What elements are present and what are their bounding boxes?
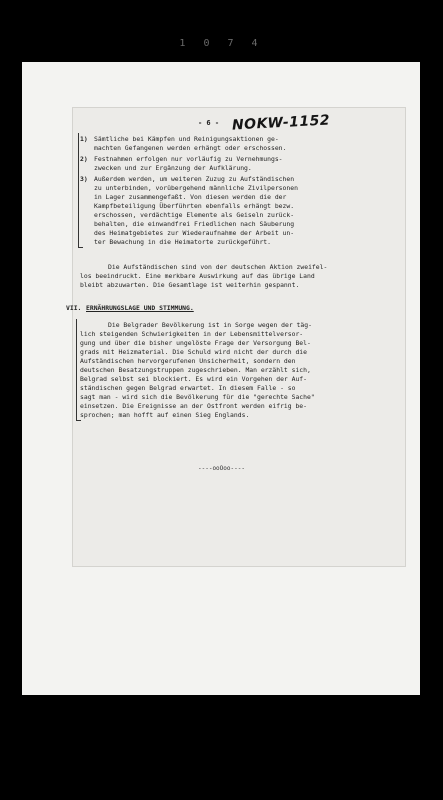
item-line: des Heimatgebietes zur Wiederaufnahme der Arbeit un- <box>94 229 295 237</box>
item-line: Kampfbeteiligung Überführten ebenfalls erhängt bezw. <box>94 202 295 210</box>
item-line: Sämtliche bei Kämpfen und Reinigungsaktionen ge- <box>94 135 279 143</box>
handwritten-document-mark: NOKW-1152 <box>231 112 331 134</box>
item-line: Festnahmen erfolgen nur vorläufig zu Vernehmungs- <box>94 155 283 163</box>
item-line: zu unterbinden, vorübergehend männliche Zivilpersonen <box>94 184 298 192</box>
paragraph-line: deutschen Besatzungstruppen zugeschrieben. Man erzählt sich, <box>80 366 311 374</box>
paragraph-line: einsetzen. Die Ereignisse an der Ostfront werden eifrig be- <box>80 402 308 410</box>
item-line: in Lager zusammengefaßt. Von diesen werden die der <box>94 193 287 201</box>
separator: ----ooOoo---- <box>198 465 245 472</box>
paragraph-line: gung und über die bisher ungelöste Frage der Versorgung Bel- <box>80 339 311 347</box>
paragraph-line: los beeindruckt. Eine merkbare Auswirkung auf das übrige Land <box>80 272 315 280</box>
item-line: erschossen, verdächtige Elemente als Geiseln zurück- <box>94 211 295 219</box>
paragraph-line: bleibt abzuwarten. Die Gesamtlage ist weiterhin gespannt. <box>80 281 300 289</box>
item-line: Außerdem werden, um weiteren Zuzug zu Aufständischen <box>94 175 295 183</box>
paragraph-line: Die Belgrader Bevölkerung ist in Sorge wegen der täg- <box>108 321 312 329</box>
film-sheet <box>22 62 420 695</box>
pencil-bracket <box>76 319 81 421</box>
paragraph-line: ständischen gegen Belgrad erwartet. In diesem Falle - so <box>80 384 296 392</box>
frame-number: 1 0 7 4 <box>179 38 264 49</box>
item-number: 3) <box>80 175 88 183</box>
item-number: 1) <box>80 135 88 143</box>
pencil-bracket <box>78 133 83 248</box>
section-heading: ERNÄHRUNGSLAGE UND STIMMUNG. <box>86 304 194 312</box>
paragraph-line: Belgrad selbst sei blockiert. Es wird ein Vorgehen der Auf- <box>80 375 308 383</box>
item-line: behalten, die einwandfrei Friedlichen nach Säuberung <box>94 220 295 228</box>
section-number: VII. <box>66 304 82 312</box>
item-line: zwecken und zur Ergänzung der Aufklärung. <box>94 164 252 172</box>
document-page <box>66 107 406 567</box>
paragraph-line: Die Aufständischen sind von der deutschen Aktion zweifel- <box>108 263 328 271</box>
item-number: 2) <box>80 155 88 163</box>
item-line: machten Gefangenen werden erhängt oder erschossen. <box>94 144 287 152</box>
paragraph-line: sprochen; man hofft auf einen Sieg Englands. <box>80 411 250 419</box>
paragraph-line: sagt man - wird sich die Bevölkerung für die "gerechte Sache" <box>80 393 315 401</box>
paragraph-line: Aufständischen hervorgerufenen Unsicherheit, sondern den <box>80 357 296 365</box>
typed-text <box>66 107 406 567</box>
paragraph-line: grads mit Heizmaterial. Die Schuld wird nicht der durch die <box>80 348 308 356</box>
paragraph-line: lich steigenden Schwierigkeiten in der Lebensmittelversor- <box>80 330 304 338</box>
page-number: - 6 - <box>198 119 220 127</box>
item-line: ter Bewachung in die Heimatorte zurückgeführt. <box>94 238 271 246</box>
